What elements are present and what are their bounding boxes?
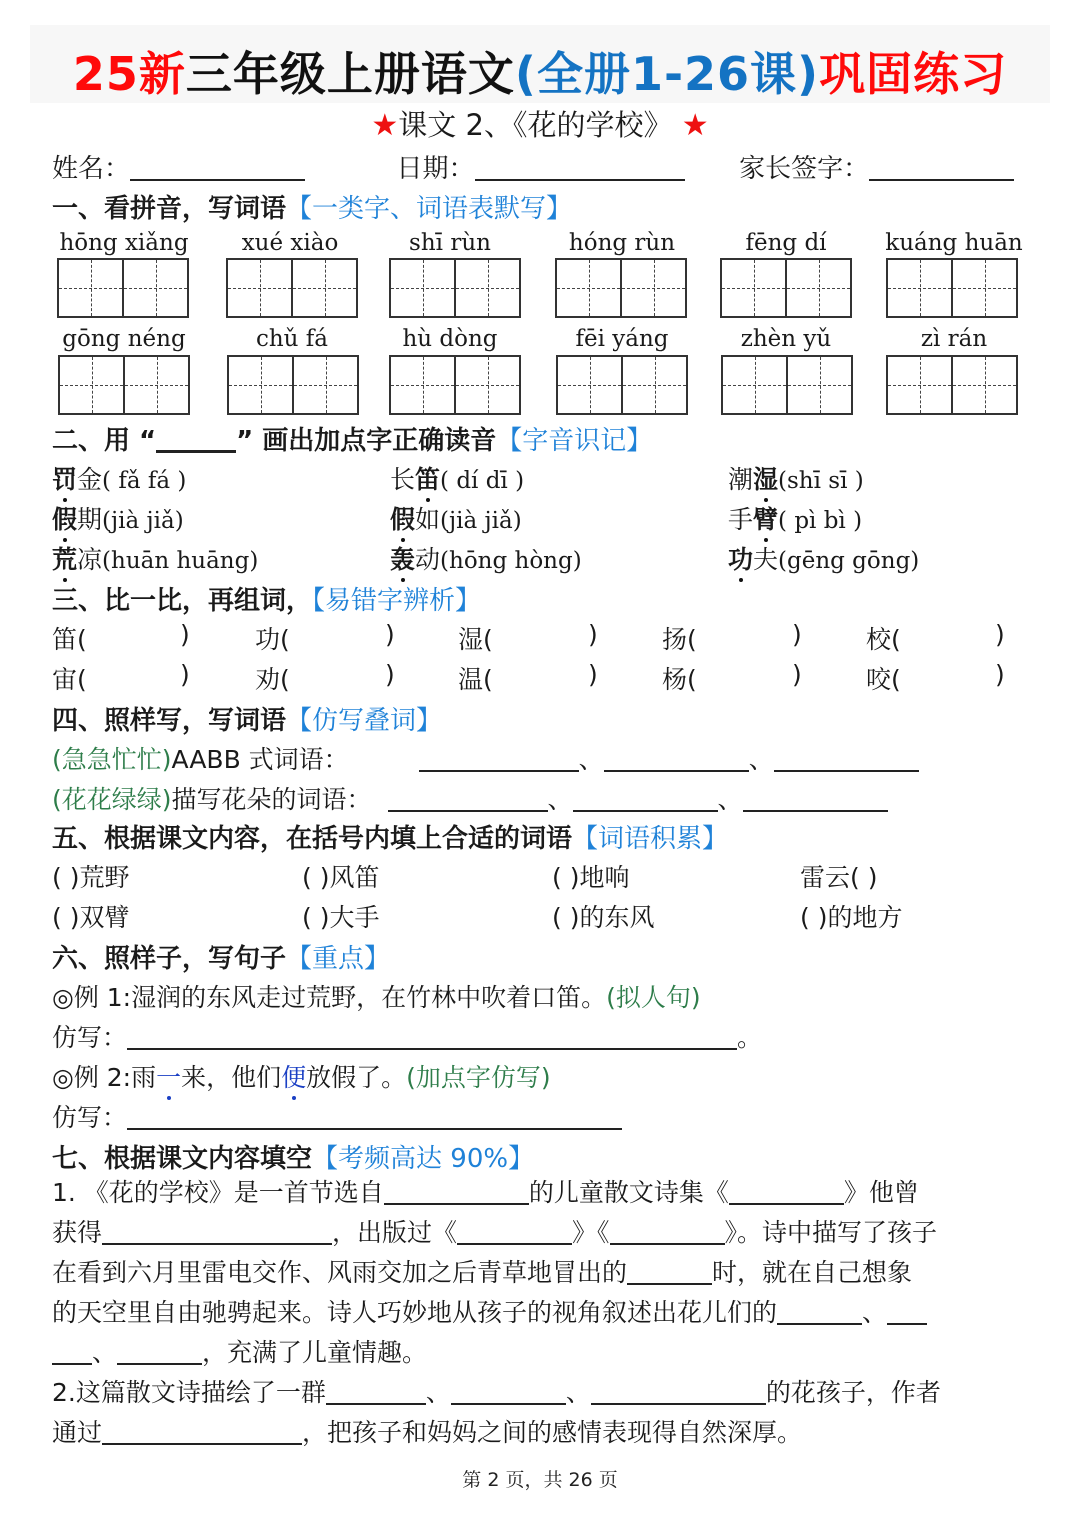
writing-box[interactable]: [58, 355, 190, 415]
pinyin-options[interactable]: (shī sī ): [778, 468, 864, 494]
fill-word-item[interactable]: ( )大手: [302, 903, 380, 932]
pronunciation-item[interactable]: 轰动(hōng hòng): [390, 540, 582, 576]
parent-signature-field[interactable]: [869, 178, 1014, 181]
answer-blank[interactable]: ): [180, 660, 190, 689]
dotted-char: 轰: [390, 540, 415, 576]
example-word: (花花绿绿): [52, 785, 172, 814]
pinyin-options[interactable]: (jià jiǎ): [440, 508, 522, 534]
example-word: (急急忙忙): [52, 745, 172, 774]
pronunciation-item[interactable]: 长笛( dí dī ): [390, 460, 524, 496]
lesson-subtitle: [0, 103, 1080, 144]
page-number: 第 2 页，共 26 页: [462, 1469, 618, 1491]
question-2: 2.这篇散文诗描绘了一群 、 、 的花孩子，作者 通过 ，把孩子和妈妈之间的感情表现得自然深厚。: [52, 1378, 941, 1447]
compare-char: 咬(: [866, 665, 901, 694]
example-2: ◎例 2:雨一来，他们便放假了。(加点字仿写): [52, 1058, 551, 1094]
answer-blank[interactable]: [729, 1202, 844, 1205]
section-1-heading: [52, 188, 572, 225]
dotted-char: 臂: [753, 500, 778, 536]
answer-blank[interactable]: [610, 1242, 725, 1245]
section-tag: 【易错字辨析】: [312, 586, 482, 616]
answer-blank[interactable]: ): [385, 660, 395, 689]
pinyin-label: chǔ fá: [255, 326, 329, 352]
date-label: 日期：: [396, 154, 475, 184]
section-tag: 【一类字、词语表默写】: [286, 194, 573, 224]
worksheet-title: [0, 38, 1080, 104]
answer-blank[interactable]: ): [588, 620, 598, 649]
pinyin-label: shī rùn: [409, 230, 491, 256]
answer-blank[interactable]: [52, 1362, 92, 1365]
star-icon: ★: [371, 108, 399, 143]
section-title: 六、照样子，写句子: [52, 944, 287, 974]
answer-blank[interactable]: ): [385, 620, 395, 649]
dotted-char: 一: [156, 1058, 181, 1094]
title-range: (全册1-26课): [514, 47, 820, 101]
answer-blank[interactable]: [102, 1242, 332, 1245]
dotted-char: 功: [728, 540, 753, 576]
compare-char: 扬(: [662, 625, 697, 654]
title-main: 三年级上册语文: [185, 47, 515, 101]
fill-word-item[interactable]: ( )的东风: [552, 903, 655, 932]
dotted-char: 笛: [415, 460, 440, 496]
parent-signature-label: 家长签字：: [739, 154, 870, 184]
example-sentence: ◎例 1:湿润的东风走过荒野，在竹林中吹着口笛。: [52, 983, 607, 1012]
section-4-heading: [52, 700, 442, 737]
writing-box[interactable]: [57, 258, 189, 318]
pinyin-label: hù dòng: [402, 326, 498, 352]
dotted-char: 假: [390, 500, 415, 536]
pronunciation-item[interactable]: 手臂( pì bì ): [728, 500, 862, 536]
answer-blank[interactable]: [388, 809, 548, 812]
imitate-1: 仿写： 。: [52, 1023, 763, 1052]
answer-blank[interactable]: [419, 769, 579, 772]
section-title: 三、比一比，再组词，: [52, 586, 313, 616]
writing-box[interactable]: [389, 258, 521, 318]
imitate-answer-line[interactable]: [127, 1127, 622, 1130]
answer-blank[interactable]: ): [588, 660, 598, 689]
compare-char: 劝(: [255, 665, 290, 694]
pronunciation-item[interactable]: 假如(jià jiǎ): [390, 500, 522, 536]
dotted-char: 荒: [52, 540, 77, 576]
star-icon: ★: [681, 108, 709, 143]
section-tag: 【词语积累】: [572, 824, 729, 854]
section-tag: 【考频高达 90%】: [312, 1144, 535, 1174]
answer-blank[interactable]: [326, 1402, 426, 1405]
section-tag: 【字音识记】: [496, 426, 653, 456]
pronunciation-item[interactable]: 假期(jià jiǎ): [52, 500, 184, 536]
answer-blank[interactable]: ): [792, 660, 802, 689]
fill-word-item[interactable]: ( )地响: [552, 863, 630, 892]
pronunciation-item[interactable]: 罚金( fǎ fá ): [52, 460, 186, 496]
imitate-label: 仿写：: [52, 1103, 128, 1132]
imitate-answer-line[interactable]: [127, 1047, 737, 1050]
section-title: 七、根据课文内容填空: [52, 1144, 313, 1174]
section-5-heading: [52, 818, 728, 855]
answer-blank[interactable]: [743, 809, 888, 812]
aabb-row: (急急忙忙)AABB 式词语： 、 、: [52, 740, 919, 776]
section-title: 二、用 “: [52, 426, 157, 456]
imitate-2: [52, 1098, 622, 1134]
lesson-title: 课文 2、《花的学校》: [398, 108, 673, 142]
answer-blank[interactable]: [384, 1202, 529, 1205]
fill-word-item[interactable]: ( )双臂: [52, 903, 130, 932]
fill-word-item[interactable]: 雷云( ): [800, 863, 878, 892]
pinyin-label: zhèn yǔ: [740, 326, 832, 352]
writing-box[interactable]: [389, 355, 521, 415]
flower-words-row: (花花绿绿)描写花朵的词语： 、 、: [52, 780, 888, 816]
answer-blank[interactable]: [774, 769, 919, 772]
section-tag: 【仿写叠词】: [286, 706, 443, 736]
answer-blank[interactable]: [117, 1362, 202, 1365]
writing-box[interactable]: [556, 355, 688, 415]
answer-blank[interactable]: ): [792, 620, 802, 649]
answer-blank[interactable]: ): [995, 660, 1005, 689]
pinyin-options[interactable]: (hōng hòng): [440, 548, 582, 574]
pinyin-label: fēi yáng: [575, 326, 669, 352]
section-3-heading: [52, 580, 481, 617]
answer-blank[interactable]: [627, 1282, 712, 1285]
writing-box[interactable]: [720, 258, 852, 318]
pinyin-label: hōng xiǎng: [59, 230, 189, 256]
title-suffix: 巩固练习: [819, 47, 1008, 101]
dotted-char: 假: [52, 500, 77, 536]
pinyin-options[interactable]: ( pì bì ): [778, 508, 863, 534]
section-title: 四、照样写，写词语: [52, 706, 287, 736]
compare-char: 湿(: [458, 625, 493, 654]
writing-box[interactable]: [227, 355, 359, 415]
pinyin-options[interactable]: ( dí dī ): [440, 468, 525, 494]
writing-box[interactable]: [886, 355, 1018, 415]
compare-char: 温(: [458, 665, 493, 694]
fill-word-item[interactable]: ( )荒野: [52, 863, 130, 892]
answer-blank[interactable]: [451, 1402, 566, 1405]
dotted-char: 便: [281, 1058, 306, 1094]
pinyin-label: gōng néng: [62, 326, 186, 352]
answer-blank[interactable]: ): [995, 620, 1005, 649]
example-note: (拟人句): [606, 983, 701, 1012]
pinyin-label: xué xiào: [241, 230, 339, 256]
pinyin-label: hóng rùn: [568, 230, 676, 256]
pronunciation-item[interactable]: 潮湿(shī sī ): [728, 460, 864, 496]
writing-box[interactable]: [721, 355, 853, 415]
answer-blank[interactable]: [777, 1322, 862, 1325]
compare-char: 宙(: [52, 665, 87, 694]
answer-blank[interactable]: [102, 1442, 302, 1445]
name-field[interactable]: [130, 178, 305, 181]
writing-box[interactable]: [555, 258, 687, 318]
compare-char: 功(: [255, 625, 290, 654]
writing-box[interactable]: [226, 258, 358, 318]
pinyin-label: zì rán: [920, 326, 988, 352]
answer-blank[interactable]: [887, 1322, 927, 1325]
section-tag: 【重点】: [286, 944, 391, 974]
question-1: 1. 《花的学校》是一首节选自 的儿童散文诗集《 》他曾 获得 ，出版过《 》《 》。诗中描写了孩子 在看到六月里雷电交作、风雨交加之后青草地冒出的 时，就在自己想象 的天空里自由驰骋起来。诗人巧妙地从孩子的视角叙述出花儿们的 、 、 ，充满了儿童情趣。: [52, 1178, 938, 1367]
row-label: 描写花朵的词语：: [171, 785, 372, 814]
pronunciation-item[interactable]: 功夫(gēng gōng): [728, 540, 919, 576]
pinyin-options[interactable]: (gēng gōng): [778, 548, 920, 574]
pinyin-label: kuáng huān: [885, 230, 1023, 256]
section-7-heading: [52, 1138, 534, 1175]
pinyin-options[interactable]: (huān huāng): [102, 548, 259, 574]
pronunciation-item[interactable]: 荒凉(huān huāng): [52, 540, 258, 576]
pinyin-label: fēng dí: [745, 230, 827, 256]
answer-blank[interactable]: ): [180, 620, 190, 649]
writing-box[interactable]: [886, 258, 1018, 318]
compare-char: 杨(: [662, 665, 697, 694]
date-field[interactable]: [475, 178, 685, 181]
underline-sample: [156, 449, 236, 453]
imitate-label: 仿写：: [52, 1023, 128, 1052]
answer-blank[interactable]: [604, 769, 749, 772]
compare-char: 校(: [866, 625, 901, 654]
section-6-heading: [52, 938, 390, 975]
section-2-heading: [52, 420, 652, 457]
section-title: 一、看拼音，写词语: [52, 194, 287, 224]
answer-blank[interactable]: [591, 1402, 766, 1405]
title-grade-tag: 25新: [72, 47, 186, 101]
example-1: [52, 978, 701, 1014]
compare-char: 笛(: [52, 625, 87, 654]
info-row: [52, 148, 1014, 185]
answer-blank[interactable]: [457, 1242, 572, 1245]
example-note: (加点字仿写): [406, 1063, 551, 1092]
pinyin-options[interactable]: (jià jiǎ): [102, 508, 184, 534]
pinyin-options[interactable]: ( fǎ fá ): [102, 468, 187, 494]
dotted-char: 湿: [753, 460, 778, 496]
answer-blank[interactable]: [573, 809, 718, 812]
row-label: AABB 式词语：: [171, 745, 349, 774]
fill-word-item[interactable]: ( )的地方: [800, 903, 903, 932]
name-label: 姓名：: [52, 154, 131, 184]
section-title: 五、根据课文内容，在括号内填上合适的词语: [52, 824, 573, 854]
fill-word-item[interactable]: ( )风笛: [302, 863, 380, 892]
dotted-char: 罚: [52, 460, 77, 496]
section-title: ” 画出加点字正确读音: [236, 426, 497, 456]
